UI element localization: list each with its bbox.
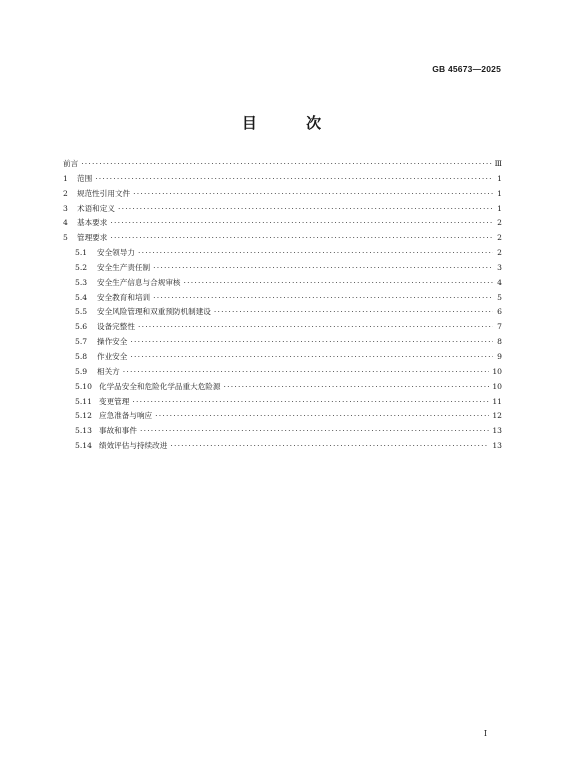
toc-entry-page: 6: [497, 307, 502, 317]
toc-entry[interactable]: [63, 335, 502, 350]
toc-dot-leader: [224, 380, 490, 395]
toc-entry-number: 1: [63, 173, 68, 183]
toc-dot-leader: [170, 439, 489, 454]
toc-dot-leader: [110, 231, 493, 246]
toc-dot-leader: [214, 305, 493, 320]
toc-entry[interactable]: [63, 216, 502, 231]
toc-dot-leader: [153, 291, 493, 306]
toc-entry[interactable]: [63, 157, 502, 172]
toc-entry-label: 作业安全: [97, 351, 128, 361]
toc-dot-leader: [118, 202, 493, 217]
toc-entry-number: 5.11: [75, 396, 92, 406]
toc-entry-number: 2: [63, 188, 68, 198]
toc-entry-label: 相关方: [97, 366, 120, 376]
toc-entry[interactable]: [63, 380, 502, 395]
toc-dot-leader: [81, 157, 491, 172]
toc-entry-label: 基本要求: [77, 218, 108, 228]
document-id: GB 45673—2025: [432, 64, 501, 74]
toc-entry-page: 2: [497, 248, 502, 258]
toc-entry-page: 12: [492, 411, 502, 421]
toc-entry-number: 5.3: [75, 277, 88, 287]
toc-dot-leader: [138, 320, 493, 335]
toc-entry-page: 3: [497, 262, 502, 272]
toc-entry[interactable]: [63, 350, 502, 365]
toc-entry-label: 安全生产信息与合规审核: [97, 277, 181, 287]
table-of-contents: [63, 157, 502, 454]
toc-entry-number: 4: [63, 218, 68, 228]
toc-entry-label: 事故和事件: [99, 426, 137, 436]
toc-entry[interactable]: [63, 424, 502, 439]
toc-entry-number: 5: [63, 233, 68, 243]
toc-entry-number: 5.7: [75, 337, 88, 347]
toc-entry-label: 安全生产责任制: [97, 262, 151, 272]
toc-entry[interactable]: [63, 202, 502, 217]
toc-dot-leader: [153, 261, 493, 276]
toc-dot-leader: [138, 246, 493, 261]
toc-entry[interactable]: [63, 409, 502, 424]
toc-dot-leader: [123, 365, 490, 380]
toc-entry-number: 5.5: [75, 307, 88, 317]
toc-entry-page: 10: [492, 381, 502, 391]
toc-entry[interactable]: [63, 276, 502, 291]
toc-dot-leader: [133, 187, 493, 202]
toc-entry[interactable]: [63, 231, 502, 246]
toc-entry-page: 4: [497, 277, 502, 287]
toc-entry-page: 1: [497, 203, 502, 213]
toc-dot-leader: [95, 172, 493, 187]
toc-entry[interactable]: [63, 365, 502, 380]
toc-entry-label: 操作安全: [97, 337, 128, 347]
toc-entry-number: 5.1: [75, 248, 88, 258]
toc-entry-page: 8: [497, 337, 502, 347]
toc-entry-page: 1: [497, 173, 502, 183]
toc-entry[interactable]: [63, 305, 502, 320]
toc-entry-page: 11: [492, 396, 502, 406]
toc-entry-label: 范围: [77, 173, 93, 183]
toc-entry-page: 13: [492, 441, 502, 451]
toc-entry-label: 绩效评估与持续改进: [99, 441, 168, 451]
toc-entry-label: 安全领导力: [97, 248, 135, 258]
toc-entry-label: 应急准备与响应: [99, 411, 153, 421]
toc-dot-leader: [184, 276, 493, 291]
toc-entry-page: 13: [492, 426, 502, 436]
toc-entry-number: 5.13: [75, 426, 92, 436]
toc-entry-number: 5.14: [75, 441, 92, 451]
toc-entry-label: 前言: [63, 159, 79, 168]
toc-entry[interactable]: [63, 320, 502, 335]
toc-entry-label: 设备完整性: [97, 322, 135, 332]
toc-entry-page: 5: [497, 292, 502, 302]
toc-dot-leader: [155, 409, 489, 424]
toc-entry[interactable]: [63, 395, 502, 410]
toc-dot-leader: [110, 216, 493, 231]
toc-entry-page: 2: [497, 218, 502, 228]
toc-dot-leader: [130, 335, 493, 350]
toc-entry-page: Ⅲ: [494, 159, 502, 168]
toc-entry-number: 5.10: [75, 381, 92, 391]
toc-entry-number: 5.6: [75, 322, 88, 332]
toc-entry-page: 10: [492, 366, 502, 376]
toc-entry-page: 7: [497, 322, 502, 332]
toc-entry-number: 5.2: [75, 262, 88, 272]
toc-entry[interactable]: [63, 439, 502, 454]
toc-entry-number: 3: [63, 203, 68, 213]
toc-entry[interactable]: [63, 246, 502, 261]
toc-entry-number: 5.4: [75, 292, 88, 302]
toc-entry-page: 2: [497, 233, 502, 243]
toc-dot-leader: [130, 350, 493, 365]
toc-entry-label: 规范性引用文件: [77, 188, 131, 198]
toc-dot-leader: [140, 424, 489, 439]
toc-entry-label: 安全风险管理和双重预防机制建设: [97, 307, 211, 317]
toc-entry-number: 5.12: [75, 411, 92, 421]
toc-entry-label: 术语和定义: [77, 203, 115, 213]
toc-entry[interactable]: [63, 291, 502, 306]
page-title: 目 次: [241, 114, 344, 132]
toc-dot-leader: [132, 395, 489, 410]
toc-entry[interactable]: [63, 261, 502, 276]
page-number: I: [483, 729, 487, 738]
toc-entry-label: 变更管理: [99, 396, 130, 406]
toc-entry-number: 5.9: [75, 366, 88, 376]
toc-entry[interactable]: [63, 187, 502, 202]
toc-entry-page: 1: [497, 188, 502, 198]
toc-entry-label: 安全教育和培训: [97, 292, 151, 302]
toc-entry-number: 5.8: [75, 351, 88, 361]
toc-entry-page: 9: [497, 351, 502, 361]
toc-entry-label: 化学品安全和危险化学品重大危险源: [99, 381, 221, 391]
toc-entry-label: 管理要求: [77, 233, 108, 243]
toc-entry[interactable]: [63, 172, 502, 187]
